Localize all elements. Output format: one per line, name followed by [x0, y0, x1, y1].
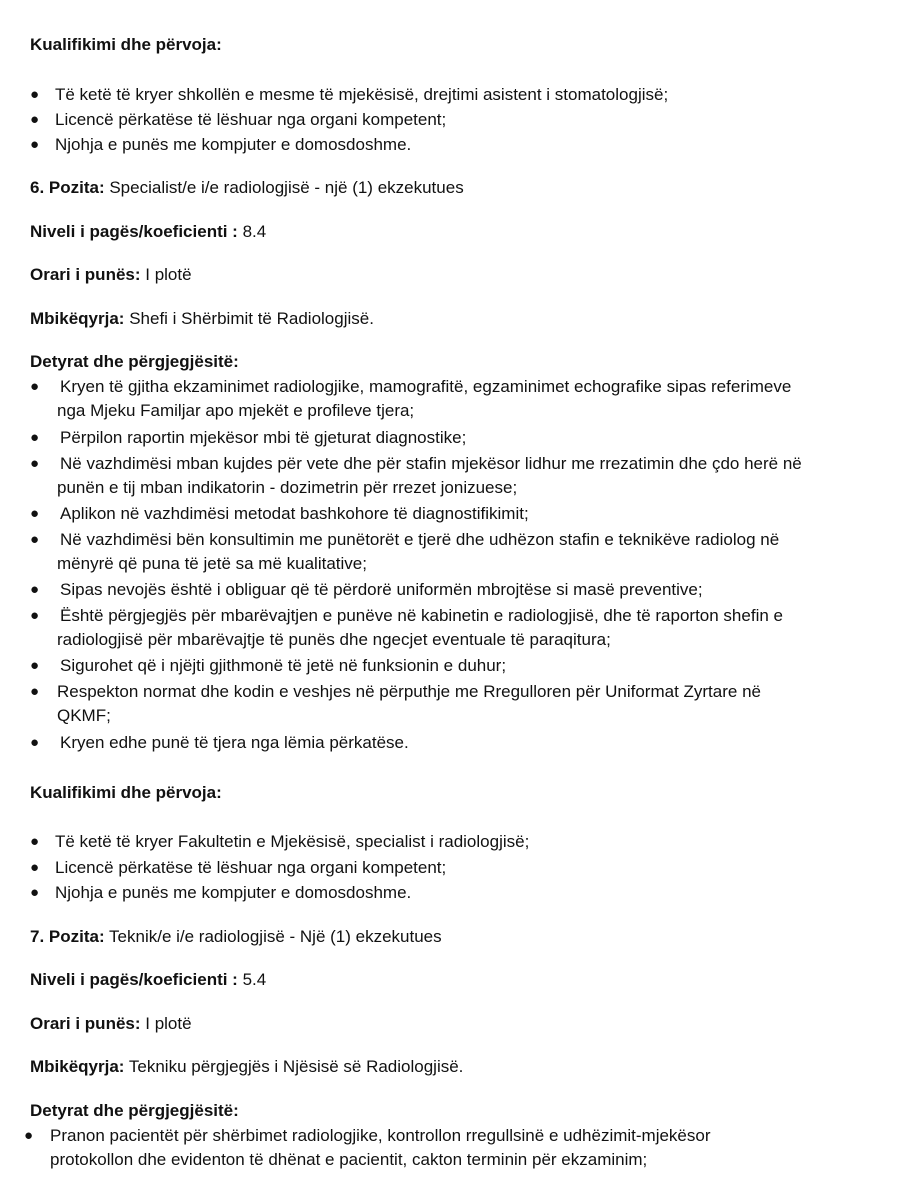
bullet-icon: ● — [30, 581, 40, 598]
supervision-value: Shefi i Shërbimit të Radiologjisë. — [124, 309, 374, 328]
list-item-text: Përpilon raportin mjekësor mbi të gjeturat diagnostike; — [60, 428, 467, 447]
position-label: 7. Pozita: — [30, 927, 105, 946]
list-item-text-cont: mënyrë që puna të jetë sa më kualitative; — [57, 554, 367, 573]
position-line — [30, 176, 464, 200]
pay-line — [30, 220, 266, 244]
qualification-heading: Kualifikimi dhe përvoja: — [30, 35, 222, 54]
supervision-line — [30, 1055, 463, 1079]
duties-heading: Detyrat dhe përgjegjësitë: — [30, 1101, 239, 1120]
position-value: Specialist/e i/e radiologjisë - një (1) ekzekutues — [104, 178, 464, 197]
pay-value: 8.4 — [237, 222, 267, 241]
bullet-icon: ● — [30, 429, 40, 446]
list-item-text: Sipas nevojës është i obliguar që të përdorë uniformën mbrojtëse si masë preventive; — [60, 580, 703, 599]
supervision-line — [30, 307, 374, 331]
bullet-icon: ● — [30, 111, 40, 128]
duties-heading: Detyrat dhe përgjegjësitë: — [30, 352, 239, 371]
supervision-value: Tekniku përgjegjës i Njësisë së Radiologjisë. — [124, 1057, 464, 1076]
bullet-icon: ● — [30, 86, 40, 103]
supervision-label: Mbikëqyrja: — [30, 1057, 125, 1076]
list-item-text: Aplikon në vazhdimësi metodat bashkohore të diagnostifikimit; — [60, 504, 529, 523]
hours-line — [30, 1012, 192, 1036]
list-item-text-cont: nga Mjeku Familjar apo mjekët e profileve tjera; — [57, 401, 415, 420]
list-item-text: Të ketë të kryer shkollën e mesme të mjekësisë, drejtimi asistent i stomatologjisë; — [55, 85, 669, 104]
qualification-heading: Kualifikimi dhe përvoja: — [30, 783, 222, 802]
hours-value: I plotë — [140, 1014, 192, 1033]
supervision-label: Mbikëqyrja: — [30, 309, 125, 328]
list-item-text: Është përgjegjës për mbarëvajtjen e punëve në kabinetin e radiologjisë, dhe të raporton shefin e — [60, 606, 783, 625]
list-item-text: Në vazhdimësi bën konsultimin me punëtorët e tjerë dhe udhëzon stafin e teknikëve radiolog në — [60, 530, 780, 549]
bullet-icon: ● — [30, 378, 40, 395]
position-line — [30, 925, 442, 949]
list-item-text-cont: protokollon dhe evidenton të dhënat e pacientit, cakton terminin për ekzaminim; — [50, 1150, 648, 1169]
hours-label: Orari i punës: — [30, 265, 141, 284]
list-item-text: Kryen edhe punë të tjera nga lëmia përkatëse. — [60, 733, 409, 752]
list-item-text: Kryen të gjitha ekzaminimet radiologjike, mamografitë, egzaminimet echografike sipas referimeve — [60, 377, 792, 396]
pay-label: Niveli i pagës/koeficienti : — [30, 970, 238, 989]
bullet-icon: ● — [30, 683, 40, 700]
bullet-icon: ● — [30, 607, 40, 624]
list-item-text: Njohja e punës me kompjuter e domosdoshme. — [55, 883, 412, 902]
list-item-text: Pranon pacientët për shërbimet radiologjike, kontrollon rregullsinë e udhëzimit-mjekësor — [50, 1126, 711, 1145]
bullet-icon: ● — [30, 505, 40, 522]
pay-label: Niveli i pagës/koeficienti : — [30, 222, 238, 241]
position-label: 6. Pozita: — [30, 178, 105, 197]
list-item-text: Sigurohet që i njëjti gjithmonë të jetë në funksionin e duhur; — [60, 656, 507, 675]
list-item-text: Licencë përkatëse të lëshuar nga organi kompetent; — [55, 110, 447, 129]
pay-value: 5.4 — [237, 970, 267, 989]
bullet-icon: ● — [30, 884, 40, 901]
pay-line — [30, 968, 266, 992]
hours-label: Orari i punës: — [30, 1014, 141, 1033]
bullet-icon: ● — [30, 657, 40, 674]
list-item-text-cont: QKMF; — [57, 706, 111, 725]
bullet-icon: ● — [30, 859, 40, 876]
bullet-icon: ● — [30, 531, 40, 548]
list-item-text: Në vazhdimësi mban kujdes për vete dhe për stafin mjekësor lidhur me rrezatimin dhe çdo herë në — [60, 454, 802, 473]
hours-value: I plotë — [140, 265, 192, 284]
position-value: Teknik/e i/e radiologjisë - Një (1) ekzekutues — [104, 927, 442, 946]
hours-line — [30, 263, 192, 287]
list-item-text: Njohja e punës me kompjuter e domosdoshme. — [55, 135, 412, 154]
bullet-icon: ● — [24, 1127, 34, 1144]
list-item-text: Të ketë të kryer Fakultetin e Mjekësisë, specialist i radiologjisë; — [55, 832, 530, 851]
bullet-icon: ● — [30, 734, 40, 751]
bullet-icon: ● — [30, 136, 40, 153]
list-item-text: Respekton normat dhe kodin e veshjes në përputhje me Rregulloren për Uniformat Zyrtare në — [57, 682, 761, 701]
bullet-icon: ● — [30, 833, 40, 850]
list-item-text-cont: punën e tij mban indikatorin - dozimetrin për rrezet jonizuese; — [57, 478, 518, 497]
list-item-text: Licencë përkatëse të lëshuar nga organi kompetent; — [55, 858, 447, 877]
bullet-icon: ● — [30, 455, 40, 472]
list-item-text-cont: radiologjisë për mbarëvajtje të punës dhe ngecjet eventuale të paraqitura; — [57, 630, 611, 649]
